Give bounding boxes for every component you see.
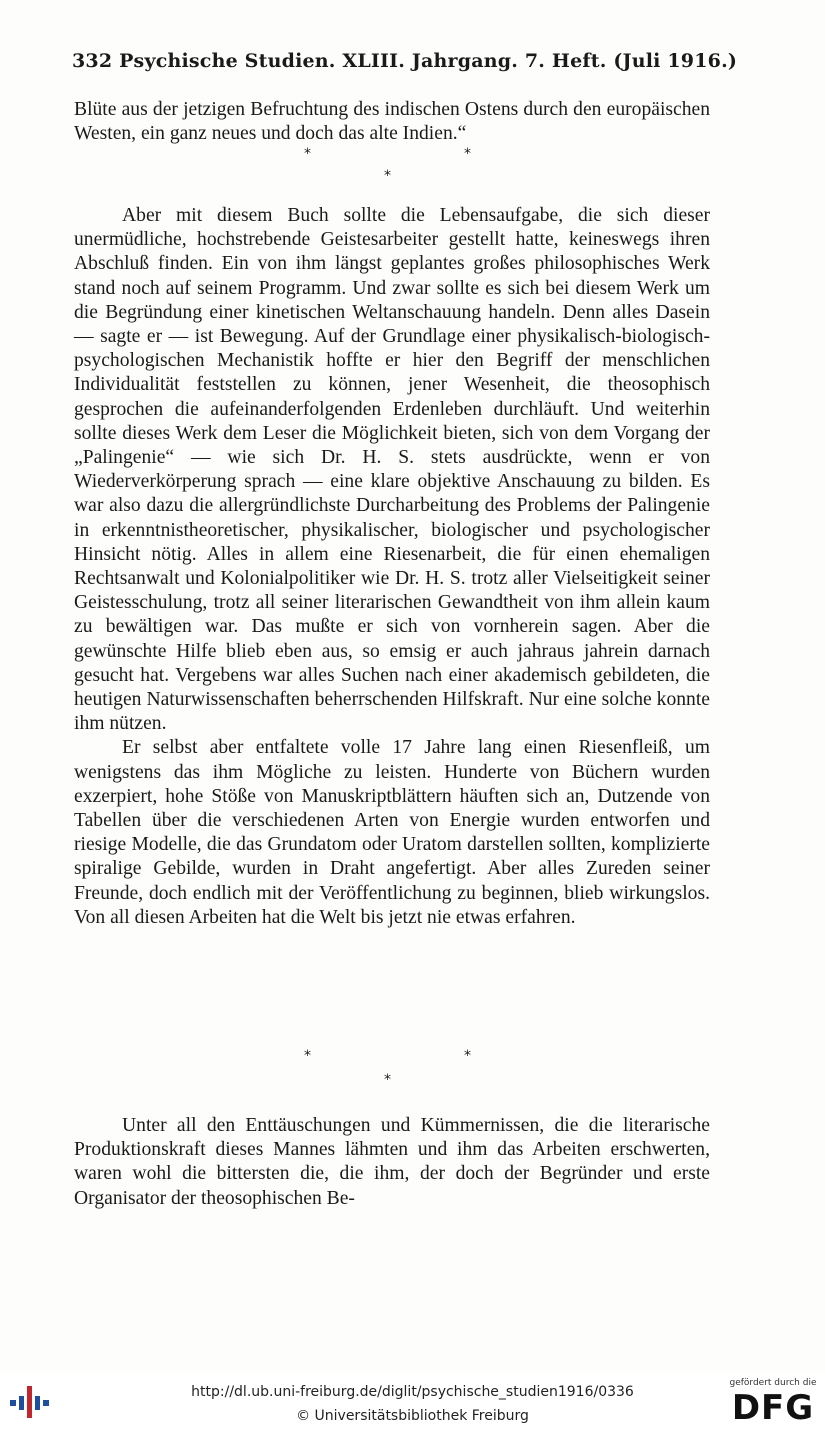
dfg-logo bbox=[728, 1378, 818, 1426]
text-block-middle bbox=[74, 204, 710, 930]
asterism-divider bbox=[74, 146, 710, 194]
asterisk: * bbox=[464, 1048, 471, 1064]
paragraph: Unter all den Enttäuschungen und Kümmernissen, die die literarische Produktionskraft dieses Mannes lähmten und ihm das Arbeiten erschwerten, waren wohl die bittersten die, die ihm, der doch der Begründer und erste Organisator der theosophischen Be- bbox=[74, 1115, 710, 1209]
paragraph: Aber mit diesem Buch sollte die Lebensaufgabe, die sich dieser unermüdliche, hochstrebende Geistesarbeiter gestellt hatte, keineswegs ihren Abschluß finden. Ein von ihm längst geplantes großes philosophisches Werk stand noch auf seinem Programm. Und zwar sollte es sich bei diesem Werk um die Begründung einer kinetischen Weltanschauung handeln. Denn alles Dasein — sagte er — ist Bewegung. Auf der Grundlage einer physikalisch-biologisch-psychologischen Mechanistik hoffte er hier den Begriff der menschlichen Individualität feststellen zu können, jener Wesenheit, die theosophisch gesprochen die aufeinanderfolgenden Erdenleben durchläuft. Und weiterhin sollte dieses Werk dem Leser die Möglichkeit bieten, sich von dem Vorgang der „Palingenie“ — wie sich Dr. H. S. stets ausdrückte, wenn er von Wiederverkörperung sprach — eine klare objektive Anschauung zu bilden. Es war also dazu die allergründlichste Durcharbeitung des Problems der Palingenie in erkenntnistheoretischer, physikalischer, biologischer und psychologischer Hinsicht nötig. Alles in allem eine Riesenarbeit, die für einen ehemaligen Rechtsanwalt und Kolonialpolitiker wie Dr. H. S. trotz aller Vielseitigkeit seiner Geistesschulung, trotz all seiner literarischen Gewandtheit von ihm allein kaum zu bewältigen war. Das mußte er sich von vornherein sagen. Aber die gewünschte Hilfe blieb eben aus, so emsig er auch jahraus jahrein darnach gesucht hat. Vergebens war alles Suchen nach einer akademisch gebildeten, die heutigen Naturwissenschaften beherrschenden Hilfskraft. Nur eine solche konnte ihm nützen. bbox=[74, 205, 710, 735]
copyright-notice: © Universitätsbibliothek Freiburg bbox=[296, 1408, 529, 1424]
running-head: 332 Psychische Studien. XLIII. Jahrgang. 7. Heft. (Juli 1916.) bbox=[72, 50, 738, 72]
asterisk: * bbox=[304, 1048, 311, 1064]
asterisk: * bbox=[384, 168, 391, 184]
paragraph: Blüte aus der jetzigen Befruchtung des indischen Ostens durch den europäischen Westen, ein ganz neues und doch das alte Indien.“ bbox=[74, 99, 710, 145]
asterisk: * bbox=[464, 146, 471, 162]
paragraph: Er selbst aber entfaltete volle 17 Jahre lang einen Riesenfleiß, um wenigstens das ihm Mögliche zu leisten. Hunderte von Büchern wurden exzerpiert, hohe Stöße von Manuskriptblättern häuften sich an, Dutzende von Tabellen über die verschiedenen Arten von Energie wurden entworfen und riesige Modelle, die das Grundatom oder Uratom darstellen sollten, komplizierte spiralige Gebilde, wurden in Draht angefertigt. Aber alles Zureden seiner Freunde, doch endlich mit der Veröffentlichung zu beginnen, blieb wirkungslos. Von all diesen Arbeiten hat die Welt bis jetzt nie etwas erfahren. bbox=[74, 737, 710, 928]
text-block-top bbox=[74, 98, 710, 146]
asterisk: * bbox=[304, 146, 311, 162]
source-url-link[interactable]: http://dl.ub.uni-freiburg.de/diglit/psychische_studien1916/0336 bbox=[191, 1384, 634, 1400]
asterisk: * bbox=[384, 1072, 391, 1088]
dfg-caption: gefördert durch die bbox=[729, 1378, 817, 1388]
viewer-footer bbox=[0, 1372, 825, 1430]
text-block-bottom bbox=[74, 1114, 710, 1211]
dfg-wordmark: DFG bbox=[731, 1388, 815, 1428]
asterism-divider bbox=[74, 1048, 710, 1096]
